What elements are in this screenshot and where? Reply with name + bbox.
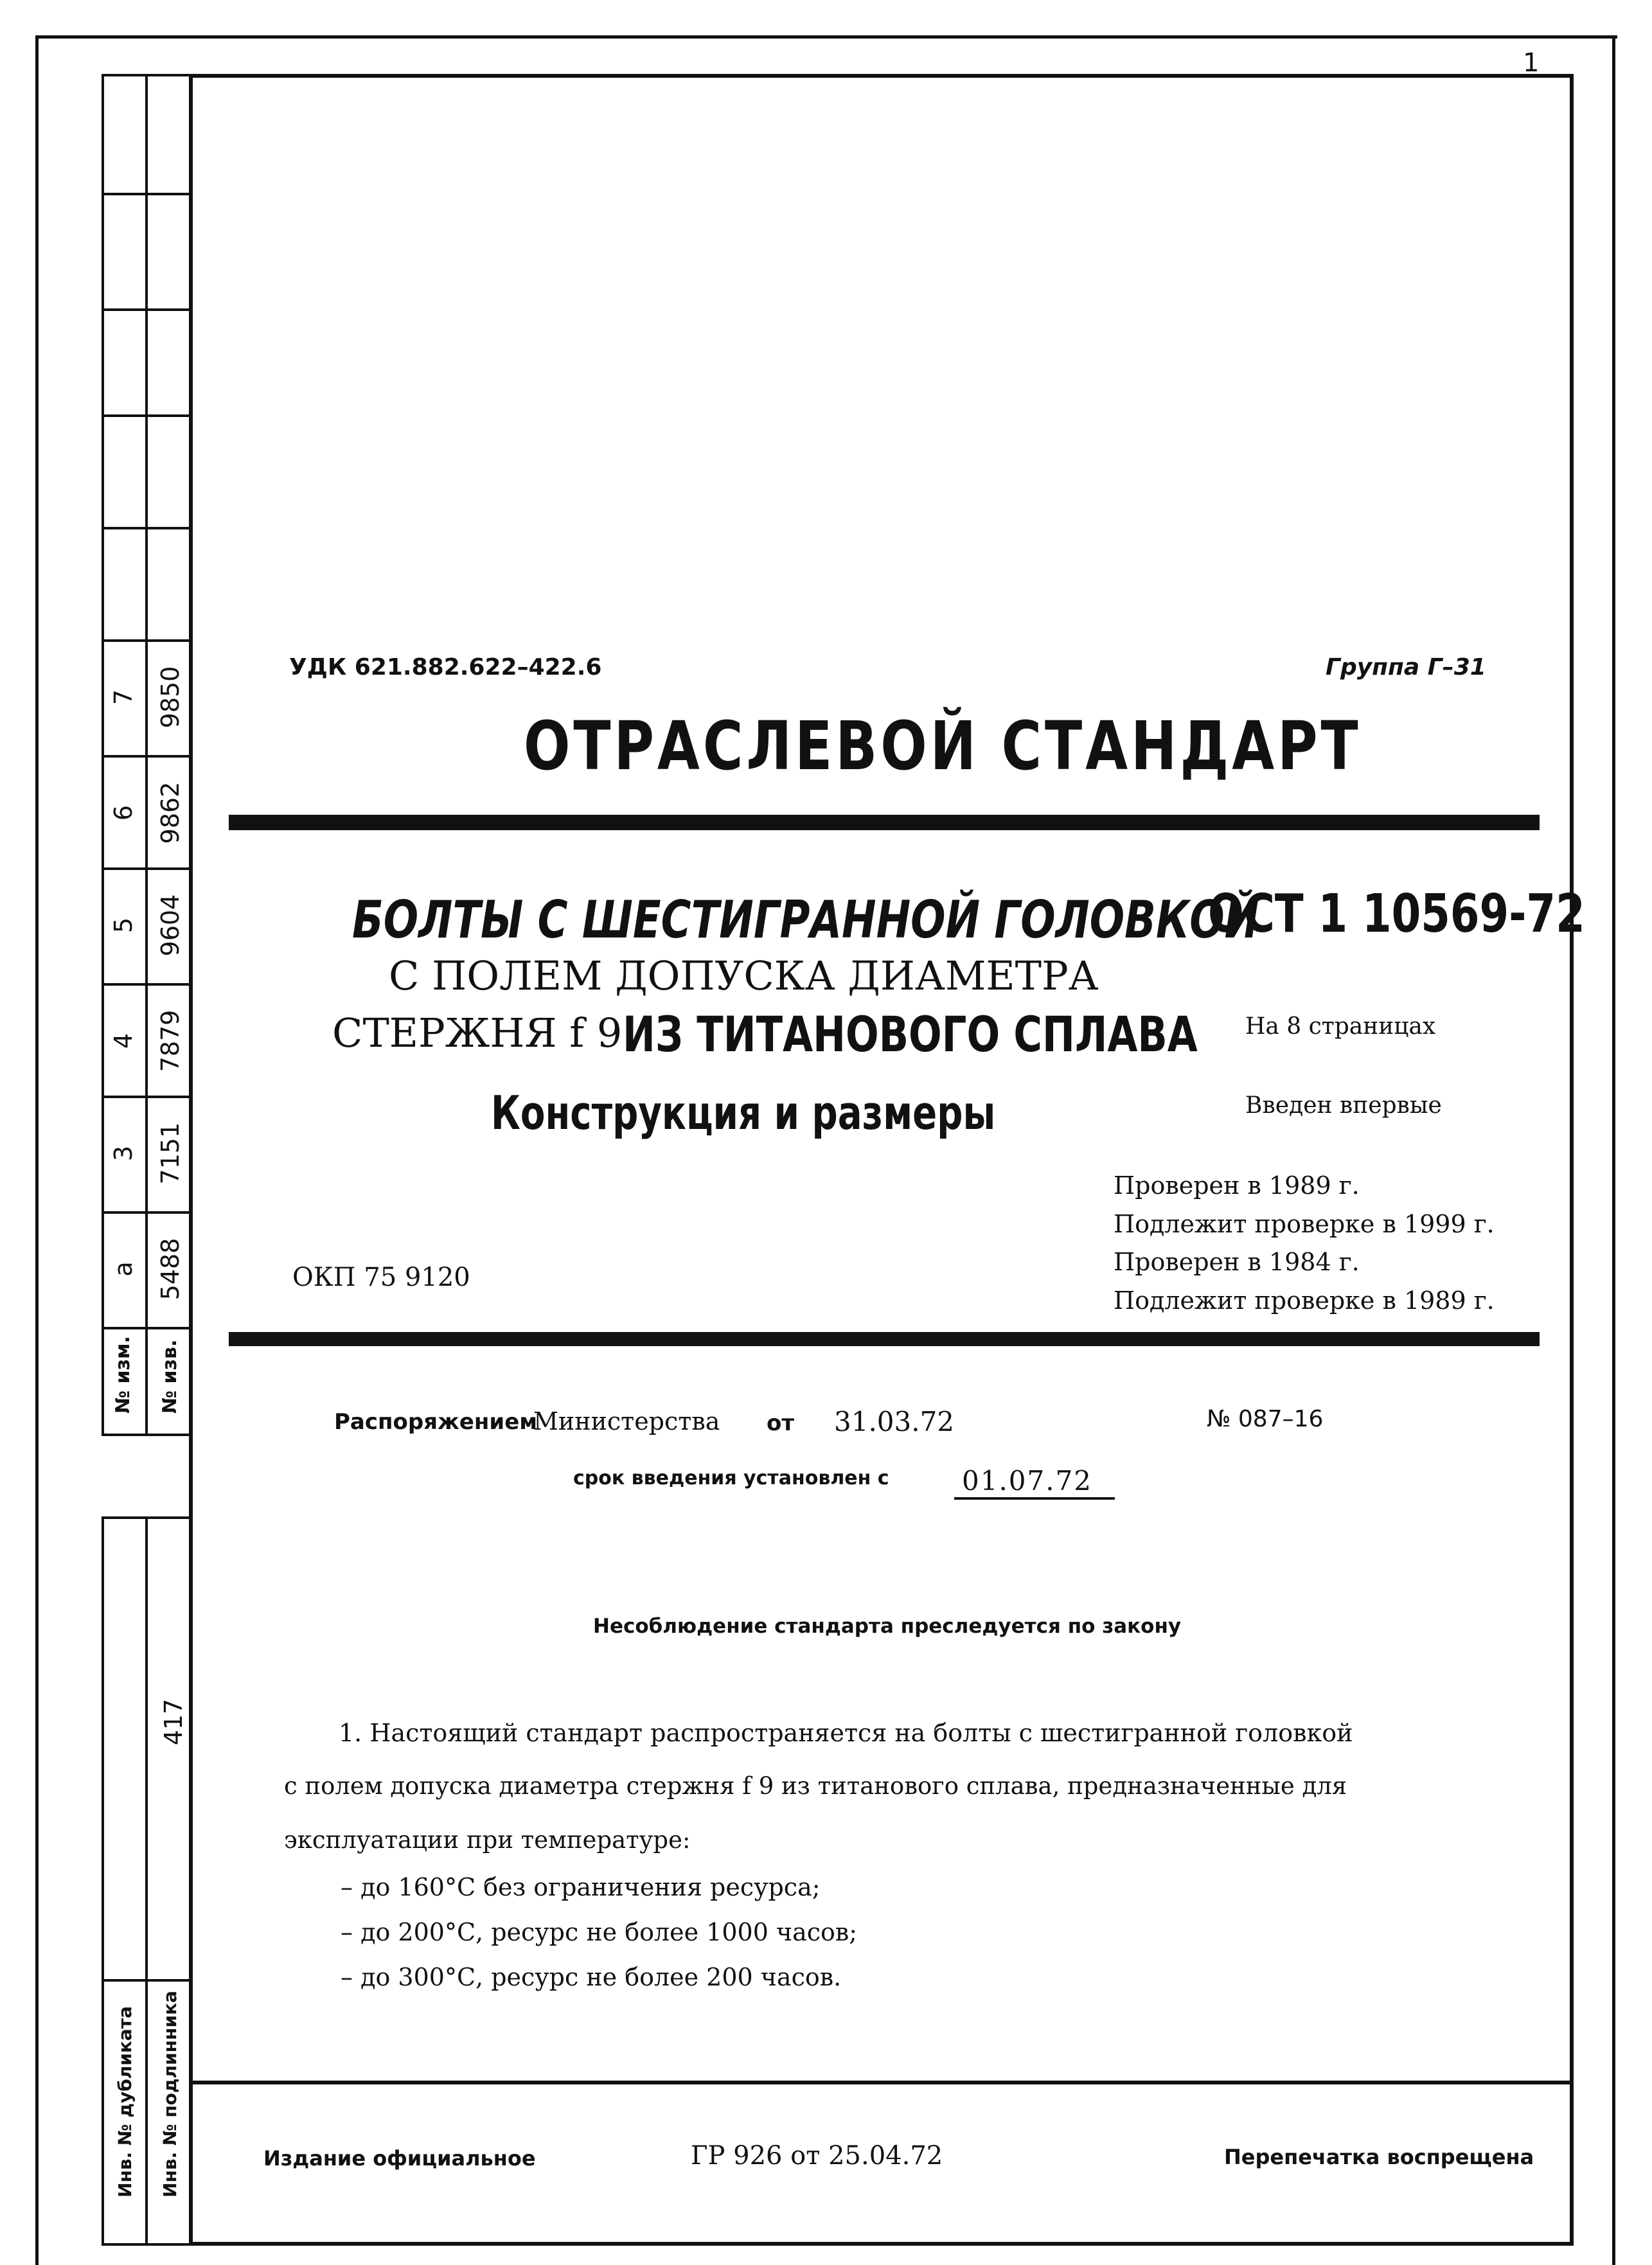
change-number-cell: 5 bbox=[109, 917, 138, 934]
list-item: – до 200°С, ресурс не более 1000 часов; bbox=[341, 1918, 858, 1946]
list-item: – до 300°С, ресурс не более 200 часов. bbox=[341, 1963, 842, 1991]
notice-number-label: № изв. bbox=[159, 1339, 181, 1414]
footer-edition: Издание официальное bbox=[263, 2146, 536, 2171]
standard-number: ОСТ 1 10569-72 bbox=[1208, 884, 1585, 945]
order-date: 31.03.72 bbox=[834, 1406, 955, 1437]
check-line: Проверен в 1984 г. bbox=[1114, 1248, 1360, 1276]
body-paragraph-line: 1. Настоящий стандарт распространяется на болты с шестигранной головкой bbox=[339, 1719, 1353, 1747]
order-ministry: Министерства bbox=[533, 1407, 720, 1435]
okp-code: ОКП 75 9120 bbox=[292, 1263, 470, 1292]
orig-inv-label: Инв. № подлинника bbox=[159, 1991, 181, 2198]
change-number-cell: а bbox=[109, 1261, 138, 1277]
notice-number-cell: 9850 bbox=[156, 666, 184, 729]
change-number-cell: 3 bbox=[109, 1145, 138, 1162]
term-date-underline bbox=[954, 1497, 1115, 1500]
legal-warning: Несоблюдение стандарта преследуется по закону bbox=[593, 1615, 1182, 1638]
order-number: № 087–16 bbox=[1207, 1406, 1324, 1432]
udk-code: УДК 621.882.622–422.6 bbox=[289, 654, 602, 680]
order-from: от bbox=[767, 1410, 795, 1436]
notice-number-cell: 7151 bbox=[156, 1122, 184, 1185]
change-number-cell: 7 bbox=[109, 689, 138, 706]
notice-number-cell: 5488 bbox=[156, 1238, 184, 1301]
footer-reprint-notice: Перепечатка воспрещена bbox=[1224, 2145, 1534, 2169]
page-number: 1 bbox=[1523, 48, 1540, 78]
notice-number-cell: 9604 bbox=[156, 894, 184, 957]
divider-middle bbox=[229, 1332, 1540, 1346]
check-line: Подлежит проверке в 1989 г. bbox=[1114, 1286, 1495, 1315]
term-date: 01.07.72 bbox=[962, 1465, 1093, 1497]
list-item: – до 160°С без ограничения ресурса; bbox=[341, 1873, 821, 1901]
check-line: Подлежит проверке в 1999 г. bbox=[1114, 1210, 1495, 1238]
document-title: БОЛТЫ С ШЕСТИГРАННОЙ ГОЛОВКОЙ bbox=[352, 890, 1259, 950]
order-label: Распоряжением bbox=[334, 1409, 538, 1435]
change-number-cell: 6 bbox=[109, 804, 138, 821]
divider-top bbox=[229, 815, 1540, 830]
footer-registration: ГР 926 от 25.04.72 bbox=[691, 2141, 943, 2171]
footer-divider bbox=[189, 2081, 1574, 2084]
outer-border-left bbox=[35, 39, 39, 2265]
introduced-status: Введен впервые bbox=[1245, 1092, 1442, 1119]
notice-number-cell: 7879 bbox=[156, 1009, 184, 1072]
page-title: ОТРАСЛЕВОЙ СТАНДАРТ bbox=[524, 707, 1362, 785]
outer-border-top bbox=[35, 35, 1617, 39]
notice-number-cell: 9862 bbox=[156, 781, 184, 844]
dup-inv-label: Инв. № дубликата bbox=[114, 2006, 136, 2198]
page-count: На 8 страницах bbox=[1245, 1013, 1436, 1040]
body-paragraph-line: с полем допуска диаметра стержня f 9 из титанового сплава, предназначенные для bbox=[284, 1772, 1347, 1800]
inv-number: 417 bbox=[159, 1698, 188, 1746]
document-title-line3: СТЕРЖНЯ f 9 ИЗ ТИТАНОВОГО СПЛАВА bbox=[332, 1006, 1198, 1063]
body-paragraph-line: эксплуатации при температуре: bbox=[284, 1826, 691, 1854]
document-subtitle: Конструкция и размеры bbox=[491, 1086, 996, 1140]
change-number-label: № изм. bbox=[112, 1336, 134, 1414]
document-title-line2: С ПОЛЕМ ДОПУСКА ДИАМЕТРА bbox=[389, 952, 1099, 999]
term-label: срок введения установлен с bbox=[573, 1467, 889, 1489]
group-code: Группа Г–31 bbox=[1326, 654, 1486, 680]
outer-border-right bbox=[1612, 35, 1615, 2265]
check-line: Проверен в 1989 г. bbox=[1114, 1171, 1360, 1200]
change-number-cell: 4 bbox=[109, 1033, 138, 1049]
